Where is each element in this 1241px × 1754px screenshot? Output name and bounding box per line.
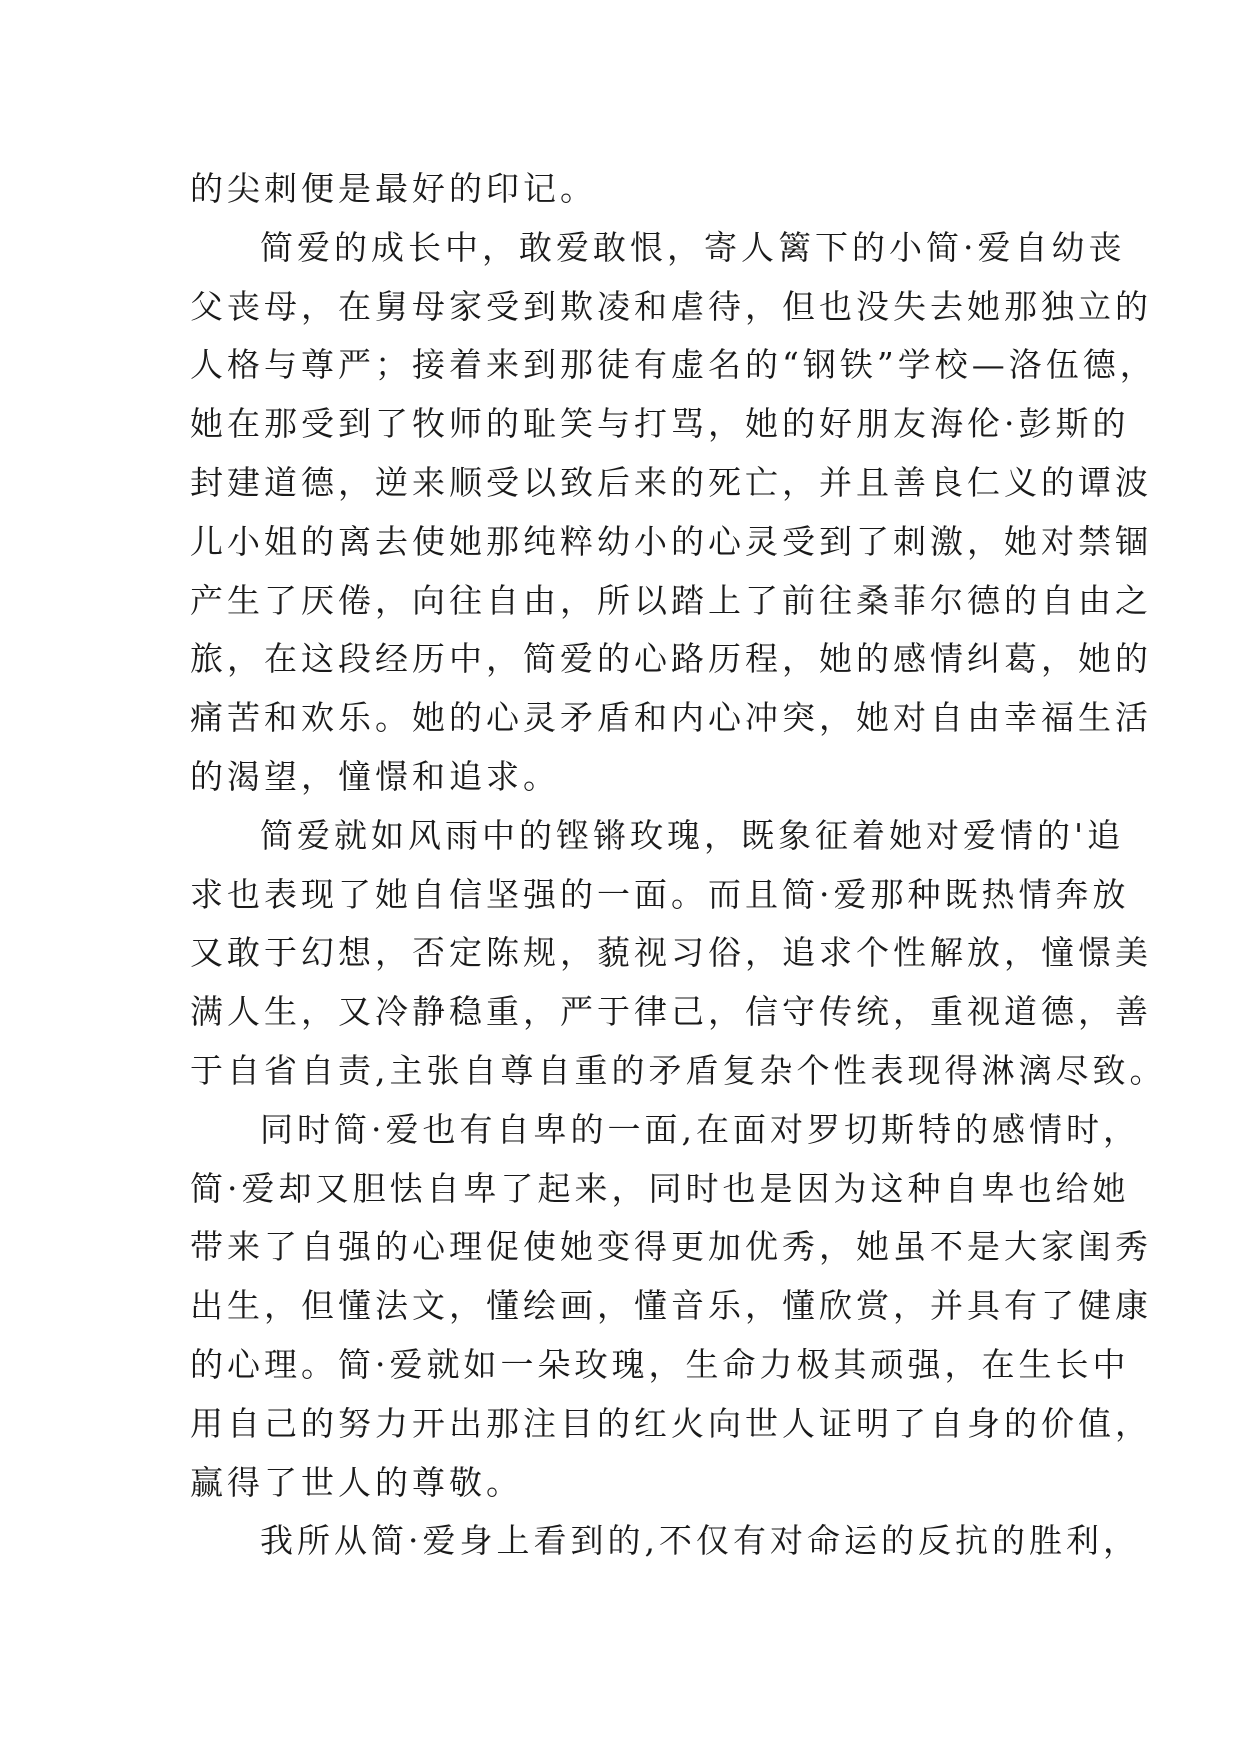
text-line: 人格与尊严；接着来到那徒有虚名的“钢铁”学校—洛伍德， xyxy=(190,345,1157,385)
text-line: 同时简·爱也有自卑的一面,在面对罗切斯特的感情时， xyxy=(260,1109,1140,1149)
text-line: 的尖刺便是最好的印记。 xyxy=(190,169,597,208)
text-line: 产生了厌倦，向往自由，所以踏上了前往桑菲尔德的自由之 xyxy=(190,580,1152,620)
text-line: 赢得了世人的尊敬。 xyxy=(190,1462,523,1502)
text-line: 于自省自责,主张自尊自重的矛盾复杂个性表现得淋漓尽致。 xyxy=(190,1050,1167,1090)
text-line: 简爱的成长中，敢爱敢恨，寄人篱下的小简·爱自幼丧 xyxy=(260,227,1126,267)
text-line: 我所从简·爱身上看到的,不仅有对命运的反抗的胜利， xyxy=(260,1521,1140,1561)
text-line: 又敢于幻想，否定陈规，藐视习俗，追求个性解放，憧憬美 xyxy=(190,933,1152,973)
text-line: 的渴望，憧憬和追求。 xyxy=(190,756,560,796)
text-line: 痛苦和欢乐。她的心灵矛盾和内心冲突，她对自由幸福生活 xyxy=(190,698,1152,738)
text-line: 求也表现了她自信坚强的一面。而且简·爱那种既热情奔放 xyxy=(190,874,1130,914)
text-line: 她在那受到了牧师的耻笑与打骂，她的好朋友海伦·彭斯的 xyxy=(190,404,1130,444)
text-line: 满人生，又冷静稳重，严于律己，信守传统，重视道德，善 xyxy=(190,992,1152,1032)
text-line: 旅，在这段经历中，简爱的心路历程，她的感情纠葛，她的 xyxy=(190,639,1152,679)
text-line: 简爱就如风雨中的铿锵玫瑰，既象征着她对爱情的'追 xyxy=(260,815,1125,855)
text-line: 用自己的努力开出那注目的红火向世人证明了自身的价值， xyxy=(190,1403,1152,1443)
text-line: 儿小姐的离去使她那纯粹幼小的心灵受到了刺激，她对禁锢 xyxy=(190,521,1152,561)
text-line: 的心理。简·爱就如一朵玫瑰，生命力极其顽强，在生长中 xyxy=(190,1344,1130,1384)
text-line: 简·爱却又胆怯自卑了起来，同时也是因为这种自卑也给她 xyxy=(190,1168,1130,1208)
text-line: 父丧母，在舅母家受到欺凌和虐待，但也没失去她那独立的 xyxy=(190,286,1152,326)
text-line: 出生，但懂法文，懂绘画，懂音乐，懂欣赏，并具有了健康 xyxy=(190,1286,1152,1326)
text-line: 封建道德，逆来顺受以致后来的死亡，并且善良仁义的谭波 xyxy=(190,462,1152,502)
body-text xyxy=(190,160,1167,1571)
text-line: 带来了自强的心理促使她变得更加优秀，她虽不是大家闺秀 xyxy=(190,1227,1152,1267)
